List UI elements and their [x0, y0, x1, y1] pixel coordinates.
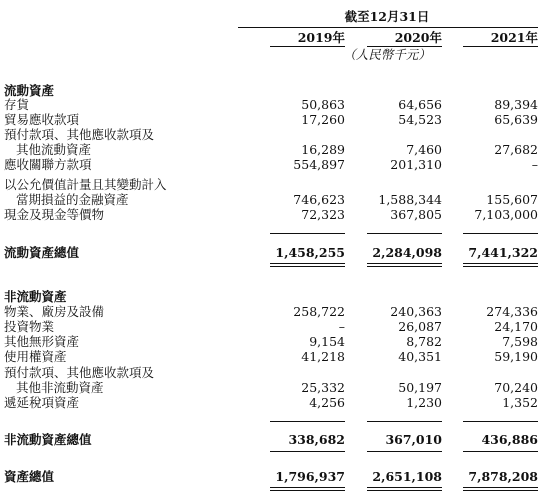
- subtotal-rule-2021: [463, 451, 538, 452]
- cell-2019: 258,722: [293, 304, 345, 319]
- subtotal-rule-2021: [463, 233, 538, 234]
- unit-label: （人民幣千元）: [343, 47, 431, 62]
- cell-2019: 554,897: [293, 157, 345, 172]
- row-label-continued: 其他流動資產: [16, 142, 92, 157]
- cell-2021: 59,190: [494, 349, 538, 364]
- year-2020-header: 2020年: [394, 30, 442, 45]
- period-header: 截至12月31日: [344, 9, 430, 24]
- cell-2019: 9,154: [309, 334, 345, 349]
- double-rule-2021-b: [463, 490, 538, 491]
- subtotal-rule-2019: [270, 233, 345, 234]
- total-assets-2021: 7,878,208: [468, 469, 538, 484]
- cell-2021: 70,240: [494, 380, 538, 395]
- double-rule-2020-a: [367, 487, 442, 488]
- cell-2019: –: [338, 319, 345, 334]
- subtotal-rule-2020: [367, 233, 442, 234]
- cell-2021: 27,682: [494, 142, 538, 157]
- cell-2020: 54,523: [398, 112, 442, 127]
- current-assets-heading: 流動資產: [4, 83, 55, 98]
- cell-2021: 24,170: [494, 319, 538, 334]
- year-underline-2019: [270, 46, 345, 47]
- total-assets-2019: 1,796,937: [275, 469, 345, 484]
- cell-2019: 41,218: [301, 349, 345, 364]
- cell-2021: 7,598: [502, 334, 538, 349]
- row-label: 應收關聯方款項: [4, 157, 92, 172]
- row-label: 遞延稅項資產: [4, 395, 80, 410]
- double-rule-2020-b: [367, 266, 442, 267]
- cell-2020: 240,363: [390, 304, 442, 319]
- double-rule-2020-b: [367, 490, 442, 491]
- current-total-2019: 1,458,255: [275, 245, 345, 260]
- header-rule: [238, 27, 538, 28]
- cell-2020: 8,782: [406, 334, 442, 349]
- subtotal-rule-2019: [270, 451, 345, 452]
- cell-2021: 1,352: [502, 395, 538, 410]
- non-current-total-2019: 338,682: [288, 432, 345, 447]
- cell-2021: –: [531, 157, 538, 172]
- double-rule-2021-b: [463, 266, 538, 267]
- cell-2020: 26,087: [398, 319, 442, 334]
- cell-2020: 64,656: [398, 97, 442, 112]
- double-rule-2019-b: [270, 266, 345, 267]
- non-current-assets-heading: 非流動資產: [4, 289, 67, 304]
- cell-2020: 1,230: [406, 395, 442, 410]
- cell-2020: 50,197: [398, 380, 442, 395]
- year-2019-header: 2019年: [297, 30, 345, 45]
- double-rule-2020-a: [367, 263, 442, 264]
- row-label: 預付款項、其他應收款項及: [4, 365, 155, 380]
- subtotal-rule-2020: [367, 421, 442, 422]
- cell-2020: 1,588,344: [378, 192, 442, 207]
- cell-2020: 7,460: [406, 142, 442, 157]
- cell-2020: 367,805: [390, 207, 442, 222]
- cell-2020: 40,351: [398, 349, 442, 364]
- cell-2020: 201,310: [390, 157, 442, 172]
- year-underline-2021: [463, 46, 538, 47]
- row-label: 現金及現金等價物: [4, 207, 105, 222]
- double-rule-2021-a: [463, 263, 538, 264]
- total-assets-label: 資產總值: [4, 469, 55, 484]
- row-label: 物業、廠房及設備: [4, 304, 105, 319]
- cell-2021: 65,639: [494, 112, 538, 127]
- cell-2019: 16,289: [301, 142, 345, 157]
- subtotal-rule-2019: [270, 421, 345, 422]
- cell-2019: 72,323: [301, 207, 345, 222]
- row-label: 投資物業: [4, 319, 55, 334]
- cell-2021: 155,607: [486, 192, 538, 207]
- row-label-continued: 當期損益的金融資產: [16, 192, 129, 207]
- row-label: 貿易應收款項: [4, 112, 80, 127]
- row-label: 其他無形資產: [4, 334, 80, 349]
- non-current-total-2021: 436,886: [481, 432, 538, 447]
- cell-2019: 17,260: [301, 112, 345, 127]
- cell-2019: 25,332: [301, 380, 345, 395]
- double-rule-2019-b: [270, 490, 345, 491]
- row-label: 使用權資產: [4, 349, 67, 364]
- double-rule-2019-a: [270, 487, 345, 488]
- current-total-2020: 2,284,098: [372, 245, 442, 260]
- year-2021-header: 2021年: [490, 30, 538, 45]
- double-rule-2019-a: [270, 263, 345, 264]
- cell-2021: 7,103,000: [474, 207, 538, 222]
- double-rule-2021-a: [463, 487, 538, 488]
- non-current-assets-total-label: 非流動資產總值: [4, 432, 92, 447]
- subtotal-rule-2021: [463, 421, 538, 422]
- cell-2019: 4,256: [309, 395, 345, 410]
- subtotal-rule-2020: [367, 451, 442, 452]
- cell-2019: 746,623: [293, 192, 345, 207]
- row-label: 存貨: [4, 97, 30, 112]
- current-total-2021: 7,441,322: [468, 245, 538, 260]
- cell-2021: 274,336: [486, 304, 538, 319]
- current-assets-total-label: 流動資產總值: [4, 245, 80, 260]
- row-label: 預付款項、其他應收款項及: [4, 127, 155, 142]
- total-assets-2020: 2,651,108: [372, 469, 442, 484]
- cell-2019: 50,863: [301, 97, 345, 112]
- non-current-total-2020: 367,010: [385, 432, 442, 447]
- row-label: 以公允價值計量且其變動計入: [4, 177, 167, 192]
- row-label-continued: 其他非流動資產: [16, 380, 104, 395]
- cell-2021: 89,394: [494, 97, 538, 112]
